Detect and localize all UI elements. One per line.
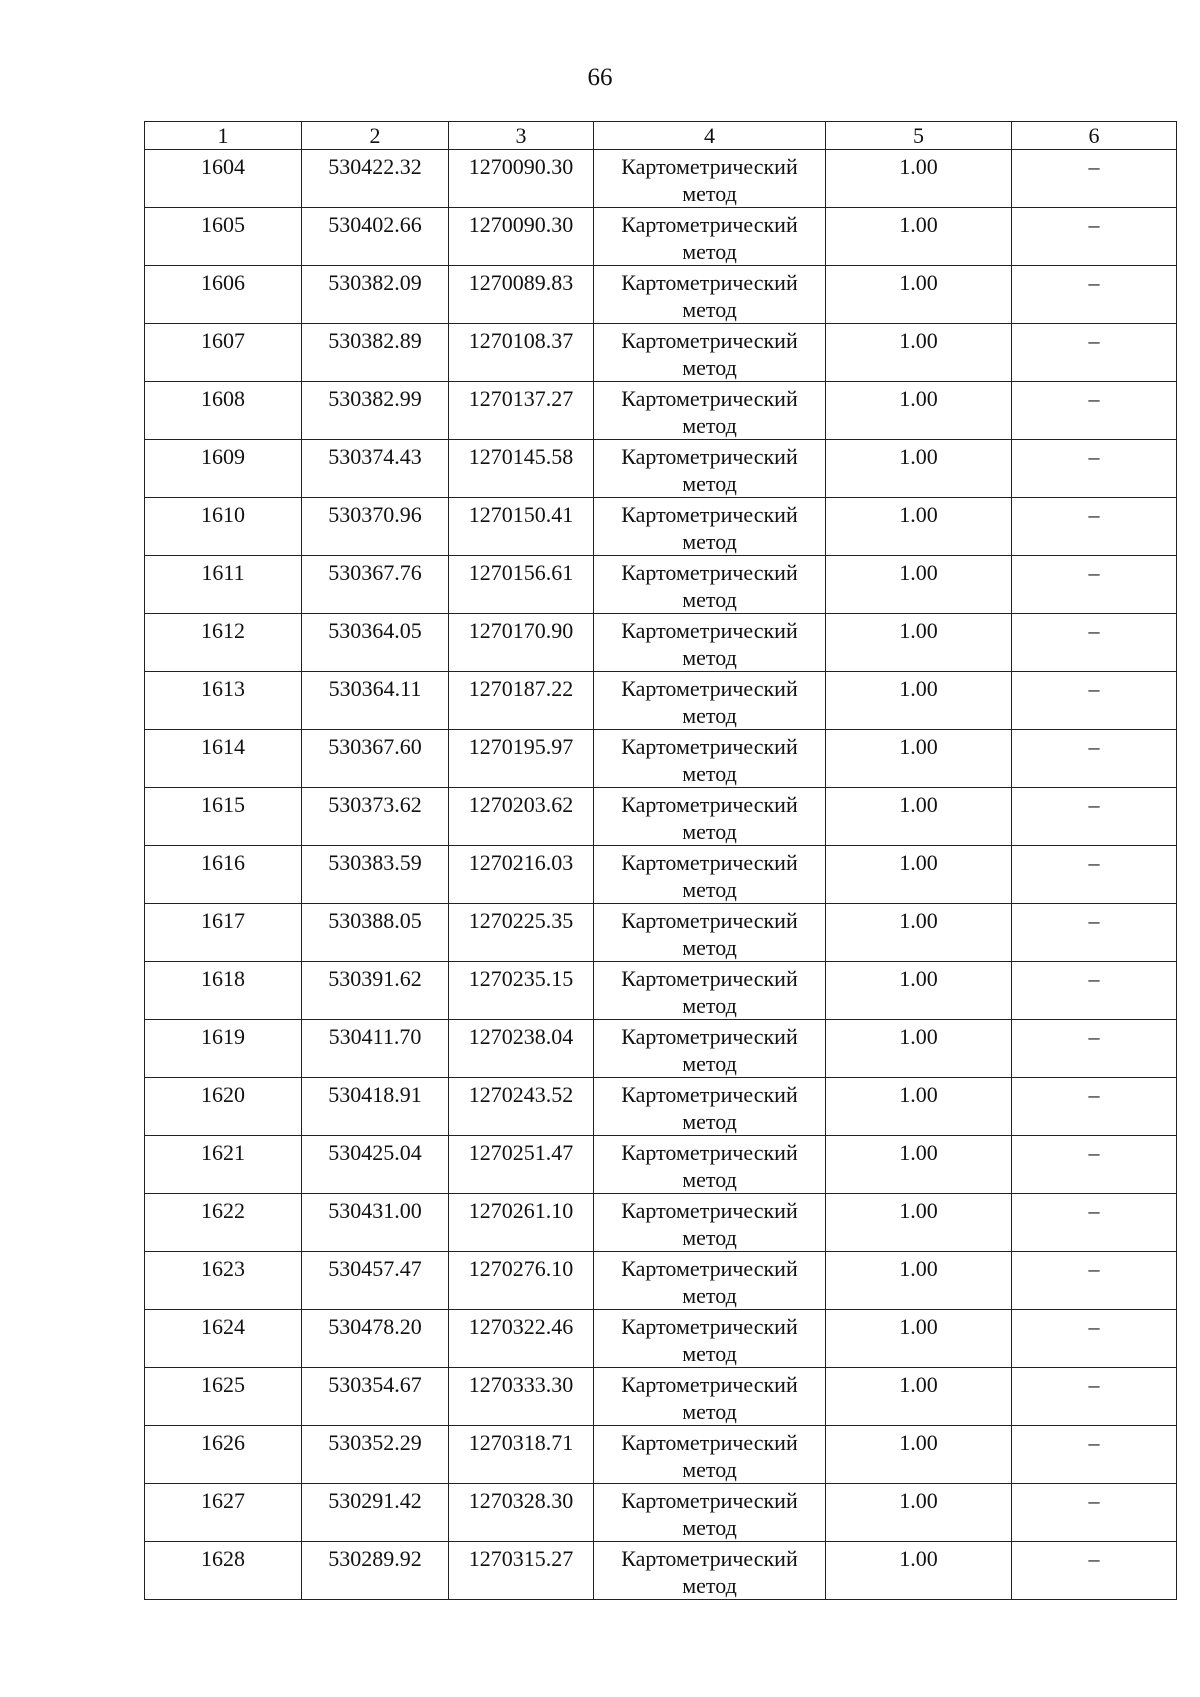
note-cell: – <box>1012 846 1177 904</box>
table-row <box>145 150 1177 208</box>
x-coordinate-cell: 530411.70 <box>302 1020 449 1078</box>
method-line-2: метод <box>682 819 737 844</box>
method-cell <box>594 1484 826 1542</box>
table-row <box>145 1310 1177 1368</box>
point-number-cell: 1618 <box>145 962 302 1020</box>
method-line-2: метод <box>682 413 737 438</box>
method-line-1: Картометрический <box>621 560 798 585</box>
method-line-2: метод <box>682 587 737 612</box>
method-line-2: метод <box>682 355 737 380</box>
x-coordinate-cell: 530364.05 <box>302 614 449 672</box>
point-number-cell: 1612 <box>145 614 302 672</box>
method-line-1: Картометрический <box>621 792 798 817</box>
header-row <box>145 122 1177 150</box>
header-col-6: 6 <box>1012 122 1177 150</box>
table-row <box>145 1136 1177 1194</box>
method-line-2: метод <box>682 1515 737 1540</box>
point-number-cell: 1613 <box>145 672 302 730</box>
x-coordinate-cell: 530402.66 <box>302 208 449 266</box>
x-coordinate-cell: 530431.00 <box>302 1194 449 1252</box>
note-cell: – <box>1012 556 1177 614</box>
x-coordinate-cell: 530364.11 <box>302 672 449 730</box>
method-line-2: метод <box>682 239 737 264</box>
method-cell <box>594 150 826 208</box>
x-coordinate-cell: 530478.20 <box>302 1310 449 1368</box>
table-row <box>145 208 1177 266</box>
note-cell: – <box>1012 1194 1177 1252</box>
table-row <box>145 1078 1177 1136</box>
note-cell: – <box>1012 324 1177 382</box>
point-number-cell: 1607 <box>145 324 302 382</box>
method-cell <box>594 962 826 1020</box>
note-cell: – <box>1012 440 1177 498</box>
method-line-1: Картометрический <box>621 1082 798 1107</box>
y-coordinate-cell: 1270318.71 <box>449 1426 594 1484</box>
table-row <box>145 498 1177 556</box>
y-coordinate-cell: 1270238.04 <box>449 1020 594 1078</box>
note-cell: – <box>1012 1136 1177 1194</box>
x-coordinate-cell: 530370.96 <box>302 498 449 556</box>
y-coordinate-cell: 1270156.61 <box>449 556 594 614</box>
method-cell <box>594 672 826 730</box>
note-cell: – <box>1012 730 1177 788</box>
table-row <box>145 846 1177 904</box>
x-coordinate-cell: 530388.05 <box>302 904 449 962</box>
note-cell: – <box>1012 1426 1177 1484</box>
table-row <box>145 962 1177 1020</box>
note-cell: – <box>1012 382 1177 440</box>
method-cell <box>594 1136 826 1194</box>
method-line-2: метод <box>682 1283 737 1308</box>
method-cell <box>594 556 826 614</box>
method-cell <box>594 324 826 382</box>
note-cell: – <box>1012 1484 1177 1542</box>
y-coordinate-cell: 1270089.83 <box>449 266 594 324</box>
point-number-cell: 1621 <box>145 1136 302 1194</box>
note-cell: – <box>1012 1252 1177 1310</box>
y-coordinate-cell: 1270145.58 <box>449 440 594 498</box>
table-row <box>145 1194 1177 1252</box>
point-number-cell: 1619 <box>145 1020 302 1078</box>
x-coordinate-cell: 530373.62 <box>302 788 449 846</box>
method-cell <box>594 498 826 556</box>
note-cell: – <box>1012 904 1177 962</box>
note-cell: – <box>1012 1542 1177 1600</box>
method-line-2: метод <box>682 993 737 1018</box>
accuracy-cell: 1.00 <box>826 1194 1012 1252</box>
note-cell: – <box>1012 788 1177 846</box>
table-row <box>145 382 1177 440</box>
y-coordinate-cell: 1270315.27 <box>449 1542 594 1600</box>
point-number-cell: 1604 <box>145 150 302 208</box>
point-number-cell: 1624 <box>145 1310 302 1368</box>
method-line-1: Картометрический <box>621 444 798 469</box>
point-number-cell: 1608 <box>145 382 302 440</box>
y-coordinate-cell: 1270235.15 <box>449 962 594 1020</box>
method-cell <box>594 1310 826 1368</box>
method-cell <box>594 1252 826 1310</box>
point-number-cell: 1610 <box>145 498 302 556</box>
method-line-2: метод <box>682 1167 737 1192</box>
method-line-1: Картометрический <box>621 212 798 237</box>
point-number-cell: 1614 <box>145 730 302 788</box>
accuracy-cell: 1.00 <box>826 324 1012 382</box>
table-row <box>145 1426 1177 1484</box>
method-line-1: Картометрический <box>621 908 798 933</box>
point-number-cell: 1609 <box>145 440 302 498</box>
y-coordinate-cell: 1270328.30 <box>449 1484 594 1542</box>
accuracy-cell: 1.00 <box>826 498 1012 556</box>
accuracy-cell: 1.00 <box>826 1310 1012 1368</box>
method-cell <box>594 788 826 846</box>
y-coordinate-cell: 1270333.30 <box>449 1368 594 1426</box>
accuracy-cell: 1.00 <box>826 730 1012 788</box>
note-cell: – <box>1012 498 1177 556</box>
accuracy-cell: 1.00 <box>826 266 1012 324</box>
accuracy-cell: 1.00 <box>826 208 1012 266</box>
method-cell <box>594 1426 826 1484</box>
table-body <box>145 150 1177 1600</box>
point-number-cell: 1626 <box>145 1426 302 1484</box>
point-number-cell: 1611 <box>145 556 302 614</box>
x-coordinate-cell: 530374.43 <box>302 440 449 498</box>
method-line-2: метод <box>682 1225 737 1250</box>
method-cell <box>594 846 826 904</box>
method-line-1: Картометрический <box>621 1430 798 1455</box>
accuracy-cell: 1.00 <box>826 556 1012 614</box>
method-line-1: Картометрический <box>621 1256 798 1281</box>
point-number-cell: 1617 <box>145 904 302 962</box>
method-line-2: метод <box>682 1573 737 1598</box>
method-line-1: Картометрический <box>621 502 798 527</box>
point-number-cell: 1622 <box>145 1194 302 1252</box>
method-line-2: метод <box>682 1109 737 1134</box>
y-coordinate-cell: 1270187.22 <box>449 672 594 730</box>
point-number-cell: 1615 <box>145 788 302 846</box>
table-row <box>145 730 1177 788</box>
method-line-2: метод <box>682 1457 737 1482</box>
point-number-cell: 1625 <box>145 1368 302 1426</box>
header-col-4: 4 <box>594 122 826 150</box>
method-line-2: метод <box>682 181 737 206</box>
x-coordinate-cell: 530383.59 <box>302 846 449 904</box>
accuracy-cell: 1.00 <box>826 1368 1012 1426</box>
method-line-1: Картометрический <box>621 1198 798 1223</box>
table-row <box>145 440 1177 498</box>
header-col-2: 2 <box>302 122 449 150</box>
point-number-cell: 1627 <box>145 1484 302 1542</box>
method-line-1: Картометрический <box>621 328 798 353</box>
note-cell: – <box>1012 150 1177 208</box>
method-cell <box>594 208 826 266</box>
table-row <box>145 556 1177 614</box>
x-coordinate-cell: 530418.91 <box>302 1078 449 1136</box>
table-row <box>145 788 1177 846</box>
method-line-2: метод <box>682 529 737 554</box>
x-coordinate-cell: 530367.60 <box>302 730 449 788</box>
method-line-1: Картометрический <box>621 154 798 179</box>
y-coordinate-cell: 1270276.10 <box>449 1252 594 1310</box>
method-cell <box>594 266 826 324</box>
method-line-1: Картометрический <box>621 1546 798 1571</box>
note-cell: – <box>1012 1078 1177 1136</box>
x-coordinate-cell: 530289.92 <box>302 1542 449 1600</box>
point-number-cell: 1616 <box>145 846 302 904</box>
accuracy-cell: 1.00 <box>826 1426 1012 1484</box>
accuracy-cell: 1.00 <box>826 1020 1012 1078</box>
point-number-cell: 1605 <box>145 208 302 266</box>
table-row <box>145 672 1177 730</box>
method-cell <box>594 730 826 788</box>
x-coordinate-cell: 530382.89 <box>302 324 449 382</box>
accuracy-cell: 1.00 <box>826 1136 1012 1194</box>
x-coordinate-cell: 530382.99 <box>302 382 449 440</box>
note-cell: – <box>1012 672 1177 730</box>
method-line-1: Картометрический <box>621 1024 798 1049</box>
point-number-cell: 1620 <box>145 1078 302 1136</box>
method-line-1: Картометрический <box>621 734 798 759</box>
note-cell: – <box>1012 962 1177 1020</box>
y-coordinate-cell: 1270137.27 <box>449 382 594 440</box>
accuracy-cell: 1.00 <box>826 440 1012 498</box>
y-coordinate-cell: 1270090.30 <box>449 208 594 266</box>
x-coordinate-cell: 530354.67 <box>302 1368 449 1426</box>
x-coordinate-cell: 530382.09 <box>302 266 449 324</box>
accuracy-cell: 1.00 <box>826 150 1012 208</box>
y-coordinate-cell: 1270108.37 <box>449 324 594 382</box>
y-coordinate-cell: 1270216.03 <box>449 846 594 904</box>
accuracy-cell: 1.00 <box>826 1252 1012 1310</box>
y-coordinate-cell: 1270251.47 <box>449 1136 594 1194</box>
method-line-2: метод <box>682 1051 737 1076</box>
method-cell <box>594 1194 826 1252</box>
y-coordinate-cell: 1270322.46 <box>449 1310 594 1368</box>
accuracy-cell: 1.00 <box>826 614 1012 672</box>
note-cell: – <box>1012 266 1177 324</box>
method-line-2: метод <box>682 877 737 902</box>
method-line-1: Картометрический <box>621 386 798 411</box>
method-cell <box>594 1542 826 1600</box>
y-coordinate-cell: 1270243.52 <box>449 1078 594 1136</box>
method-cell <box>594 614 826 672</box>
y-coordinate-cell: 1270170.90 <box>449 614 594 672</box>
point-number-cell: 1606 <box>145 266 302 324</box>
method-line-1: Картометрический <box>621 850 798 875</box>
x-coordinate-cell: 530391.62 <box>302 962 449 1020</box>
method-cell <box>594 1020 826 1078</box>
method-line-1: Картометрический <box>621 1140 798 1165</box>
x-coordinate-cell: 530425.04 <box>302 1136 449 1194</box>
method-cell <box>594 382 826 440</box>
y-coordinate-cell: 1270195.97 <box>449 730 594 788</box>
method-line-1: Картометрический <box>621 676 798 701</box>
note-cell: – <box>1012 1020 1177 1078</box>
header-col-5: 5 <box>826 122 1012 150</box>
accuracy-cell: 1.00 <box>826 1484 1012 1542</box>
table-row <box>145 614 1177 672</box>
note-cell: – <box>1012 1310 1177 1368</box>
y-coordinate-cell: 1270090.30 <box>449 150 594 208</box>
table-row <box>145 904 1177 962</box>
method-line-2: метод <box>682 935 737 960</box>
note-cell: – <box>1012 1368 1177 1426</box>
method-cell <box>594 1368 826 1426</box>
note-cell: – <box>1012 614 1177 672</box>
method-line-2: метод <box>682 1399 737 1424</box>
method-line-2: метод <box>682 703 737 728</box>
y-coordinate-cell: 1270261.10 <box>449 1194 594 1252</box>
point-number-cell: 1628 <box>145 1542 302 1600</box>
table-row <box>145 1020 1177 1078</box>
header-col-1: 1 <box>145 122 302 150</box>
x-coordinate-cell: 530291.42 <box>302 1484 449 1542</box>
method-line-1: Картометрический <box>621 1314 798 1339</box>
table-row <box>145 324 1177 382</box>
method-line-2: метод <box>682 645 737 670</box>
x-coordinate-cell: 530422.32 <box>302 150 449 208</box>
method-line-2: метод <box>682 1341 737 1366</box>
accuracy-cell: 1.00 <box>826 1542 1012 1600</box>
page-number: 66 <box>587 64 613 91</box>
y-coordinate-cell: 1270150.41 <box>449 498 594 556</box>
accuracy-cell: 1.00 <box>826 1078 1012 1136</box>
accuracy-cell: 1.00 <box>826 904 1012 962</box>
accuracy-cell: 1.00 <box>826 788 1012 846</box>
method-line-1: Картометрический <box>621 1372 798 1397</box>
table-row <box>145 1252 1177 1310</box>
method-line-1: Картометрический <box>621 270 798 295</box>
accuracy-cell: 1.00 <box>826 962 1012 1020</box>
method-line-2: метод <box>682 471 737 496</box>
note-cell: – <box>1012 208 1177 266</box>
method-cell <box>594 1078 826 1136</box>
x-coordinate-cell: 530367.76 <box>302 556 449 614</box>
method-line-1: Картометрический <box>621 618 798 643</box>
header-col-3: 3 <box>449 122 594 150</box>
table-row <box>145 266 1177 324</box>
x-coordinate-cell: 530352.29 <box>302 1426 449 1484</box>
point-number-cell: 1623 <box>145 1252 302 1310</box>
table-row <box>145 1542 1177 1600</box>
table-row <box>145 1368 1177 1426</box>
coordinates-table <box>144 121 1177 1600</box>
method-cell <box>594 904 826 962</box>
table-row <box>145 1484 1177 1542</box>
method-line-1: Картометрический <box>621 1488 798 1513</box>
accuracy-cell: 1.00 <box>826 672 1012 730</box>
x-coordinate-cell: 530457.47 <box>302 1252 449 1310</box>
accuracy-cell: 1.00 <box>826 846 1012 904</box>
method-line-2: метод <box>682 297 737 322</box>
accuracy-cell: 1.00 <box>826 382 1012 440</box>
method-line-2: метод <box>682 761 737 786</box>
y-coordinate-cell: 1270203.62 <box>449 788 594 846</box>
method-line-1: Картометрический <box>621 966 798 991</box>
y-coordinate-cell: 1270225.35 <box>449 904 594 962</box>
method-cell <box>594 440 826 498</box>
